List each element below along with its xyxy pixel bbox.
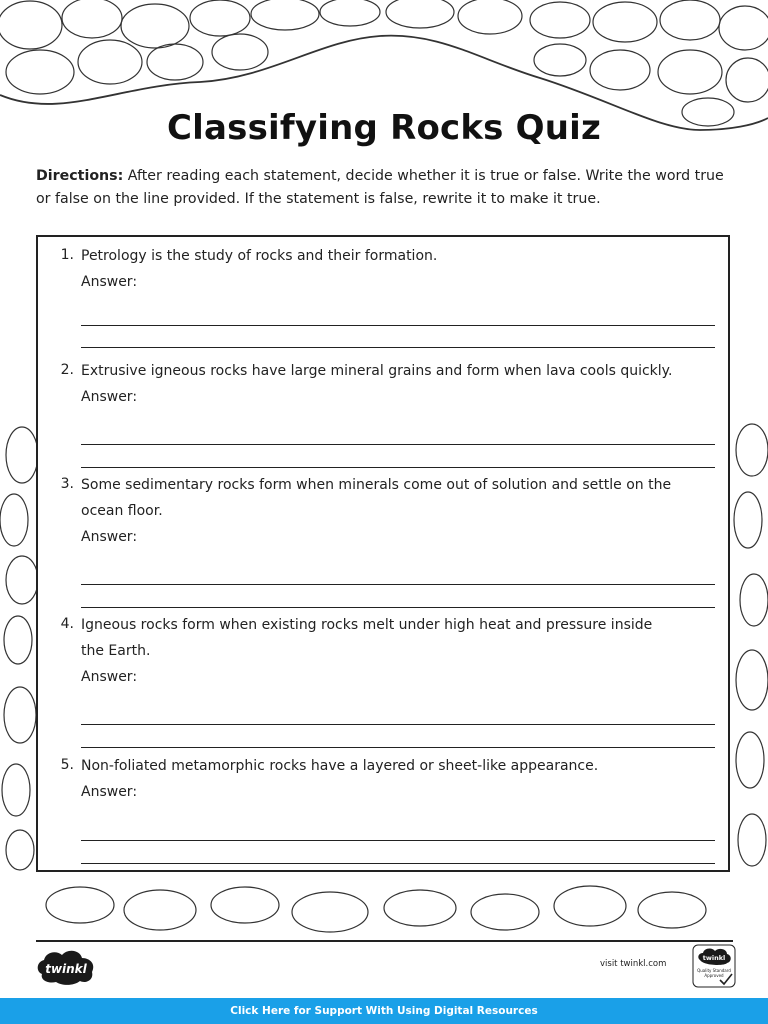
question-text: Extrusive igneous rocks have large mineral grains and form when lava cools quickly. (81, 363, 673, 379)
visit-link[interactable]: visit twinkl.com (600, 959, 667, 969)
support-link-text[interactable]: Click Here for Support With Using Digital Resources (230, 1005, 538, 1017)
answer-line[interactable] (81, 584, 715, 585)
badge-line-2: Approved (704, 973, 724, 978)
answer-line[interactable] (81, 724, 715, 725)
answer-line[interactable] (81, 840, 715, 841)
page-title: Classifying Rocks Quiz (167, 108, 601, 148)
footer-divider (36, 940, 733, 942)
answer-line[interactable] (81, 747, 715, 748)
answer-line[interactable] (81, 863, 715, 864)
logo-text: twinkl (45, 962, 87, 976)
question-number: 4. (60, 616, 74, 632)
answer-label: Answer: (81, 784, 138, 800)
question-text: Some sedimentary rocks form when minerals come out of solution and settle on the ocean floor. (81, 477, 672, 519)
question-text: Petrology is the study of rocks and their formation. (81, 248, 438, 264)
quality-badge (692, 944, 736, 988)
right-rock-cluster (734, 424, 768, 866)
answer-line[interactable] (81, 444, 715, 445)
question-number: 2. (60, 362, 74, 378)
directions-label: Directions: (36, 168, 124, 184)
support-bar[interactable] (0, 998, 768, 1024)
answer-line[interactable] (81, 347, 715, 348)
answer-line[interactable] (81, 607, 715, 608)
badge-brand: twinkl (702, 954, 726, 962)
left-rock-cluster (0, 427, 38, 870)
badge-line-1: Quality Standard (697, 968, 731, 973)
question-number: 3. (60, 476, 74, 492)
quiz-box (36, 235, 730, 872)
answer-label: Answer: (81, 669, 138, 685)
bottom-rock-band (46, 886, 706, 932)
question-text: Igneous rocks form when existing rocks melt under high heat and pressure inside the Earth. (81, 617, 653, 659)
answer-line[interactable] (81, 325, 715, 326)
answer-line[interactable] (81, 467, 715, 468)
twinkl-logo[interactable] (36, 948, 96, 986)
question-number: 5. (60, 757, 74, 773)
answer-label: Answer: (81, 389, 138, 405)
directions-text: After reading each statement, decide whether it is true or false. Write the word true or false on the line provided. If the statement is false, rewrite it to make it true. (36, 168, 724, 207)
question-text: Non-foliated metamorphic rocks have a layered or sheet-like appearance. (81, 758, 599, 774)
answer-label: Answer: (81, 274, 138, 290)
directions (36, 165, 736, 211)
question-number: 1. (60, 247, 74, 263)
answer-label: Answer: (81, 529, 138, 545)
